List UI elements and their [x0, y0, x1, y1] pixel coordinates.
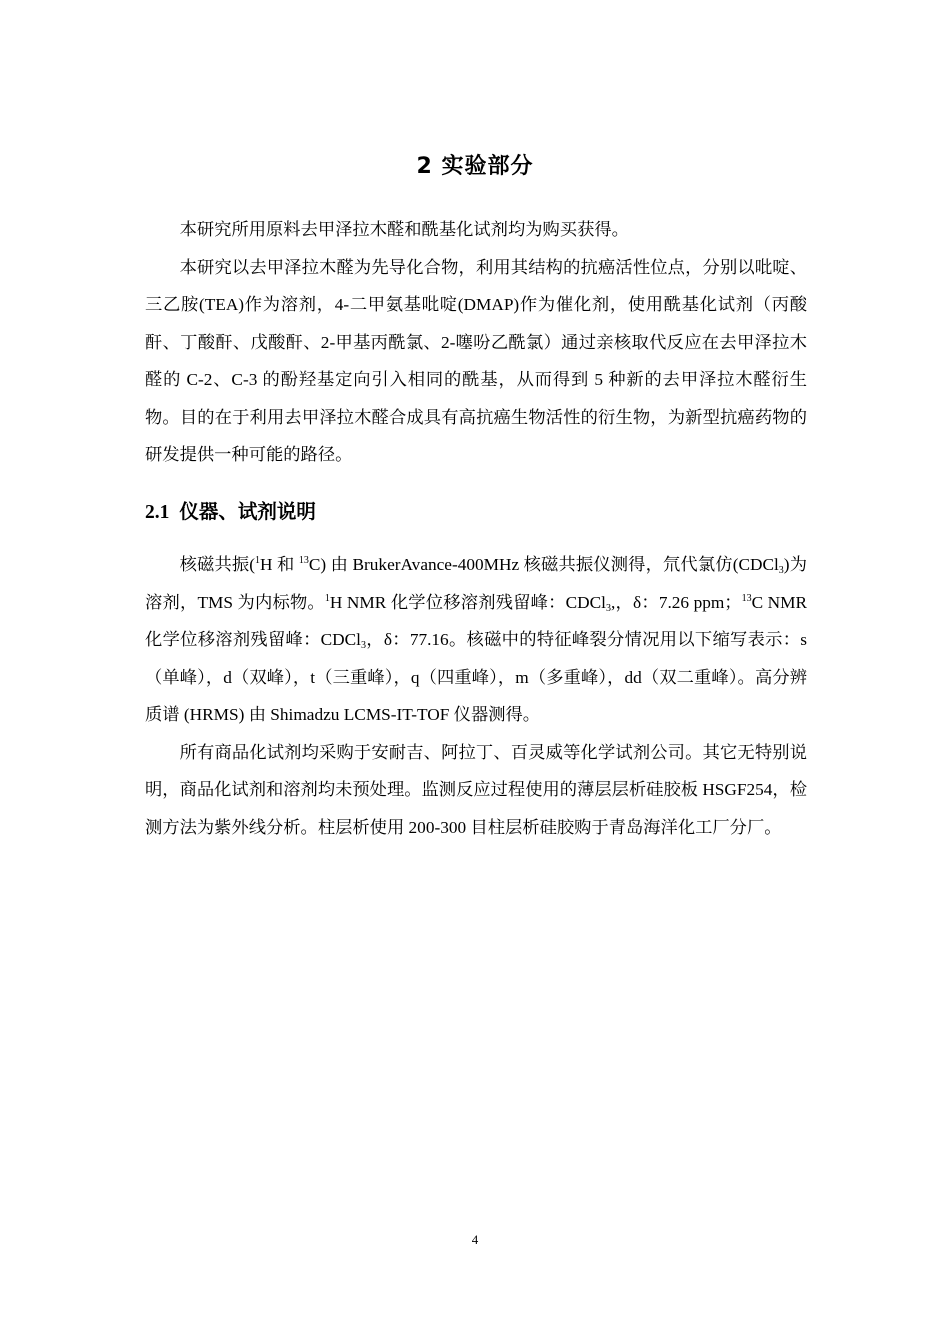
nmr-text: C NMR 化学位移溶剂残留峰：CDCl: [145, 592, 808, 649]
nmr-text: ，δ：77.16。核磁中的特征峰裂分情况用以下缩写表示：s（单峰），d（双峰），t（三重峰），q（四重峰），m（多重峰），dd（双二重峰）。高分辨质谱 (HRMS) 由 Shimadzu LCMS-IT-TOF 仪器测得。: [145, 630, 807, 724]
superscript: 1: [255, 555, 261, 566]
page-number: 4: [471, 1232, 479, 1247]
equipment-section: [145, 546, 807, 846]
section-number: 2.1: [145, 502, 170, 523]
nmr-text: H 和: [260, 555, 299, 574]
reagents-paragraph: 所有商品化试剂均采购于安耐吉、阿拉丁、百灵威等化学试剂公司。其它无特别说明，商品化试剂和溶剂均未预处理。监测反应过程使用的薄层层析硅胶板 HSGF254，检测方法为紫外线分析。柱层析使用 200-300 目柱层析硅胶购于青岛海洋化工厂分厂。: [145, 742, 807, 837]
nmr-text: )为溶剂，TMS 为内标物。: [145, 555, 807, 612]
intro-paragraph-2: 本研究以去甲泽拉木醛为先导化合物，利用其结构的抗癌活性位点，分别以吡啶、三乙胺(TEA)作为溶剂，4-二甲氨基吡啶(DMAP)作为催化剂，使用酰基化试剂（丙酸酐、丁酸酐、戊酸酐、2-甲基丙酰氯、2-噻吩乙酰氯）通过亲核取代反应在去甲泽拉木醛的 C-2、C-3 的酚羟基定向引入相同的酰基，从而得到 5 种新的去甲泽拉木醛衍生物。目的在于利用去甲泽拉木醛合成具有高抗癌生物活性的衍生物，为新型抗癌药物的研发提供一种可能的路径。: [145, 257, 807, 464]
subscript: 3: [605, 602, 611, 614]
intro-section: [145, 211, 807, 474]
superscript: 1: [324, 592, 330, 604]
section-heading: [145, 497, 807, 528]
nmr-paragraph: [145, 546, 807, 734]
superscript: 13: [741, 592, 752, 604]
subscript: 3: [778, 565, 784, 576]
section-title: 仪器、试剂说明: [179, 500, 316, 523]
intro-paragraph-1: 本研究所用原料去甲泽拉木醛和酰基化试剂均为购买获得。: [179, 220, 629, 239]
chapter-title: 2 实验部分: [416, 154, 534, 179]
nmr-text: C) 由 BrukerAvance-400MHz 核磁共振仪测得，氘代氯仿(CDCl: [308, 555, 779, 574]
superscript: 13: [298, 555, 309, 566]
nmr-text: ,，δ：7.26 ppm；: [610, 592, 742, 612]
nmr-text: H NMR 化学位移溶剂残留峰：CDCl: [329, 592, 606, 612]
nmr-text: 核磁共振(: [179, 555, 256, 574]
subscript: 3: [360, 640, 366, 651]
